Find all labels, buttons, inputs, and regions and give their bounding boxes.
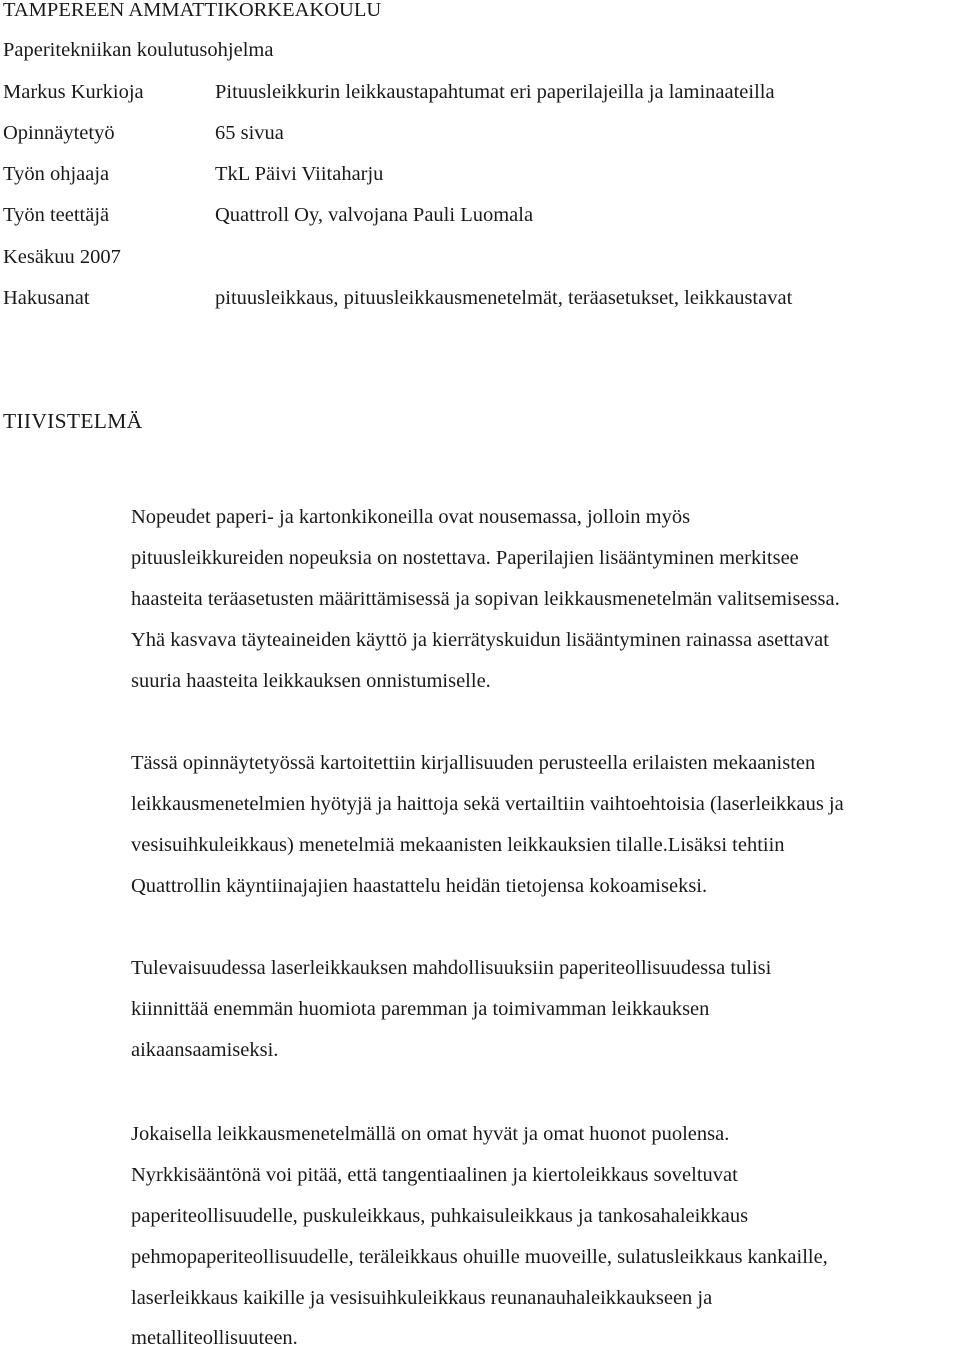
thesis-title: Pituusleikkurin leikkaustapahtumat eri paperilajeilla ja laminaateilla	[215, 81, 775, 103]
keywords-value: pituusleikkaus, pituusleikkausmenetelmät, teräasetukset, leikkaustavat	[215, 287, 793, 309]
page-count: 65 sivua	[215, 122, 284, 144]
paragraph-line: Yhä kasvava täyteaineiden käyttö ja kierrätyskuidun lisääntyminen rainassa asettavat	[131, 629, 829, 651]
paragraph-line: Tulevaisuudessa laserleikkauksen mahdollisuuksiin paperiteollisuudessa tulisi	[131, 957, 772, 979]
paragraph-line: aikaansaamiseksi.	[131, 1039, 279, 1061]
paragraph-line: vesisuihkuleikkaus) menetelmiä mekaanisten leikkauksien tilalle.Lisäksi tehtiin	[131, 834, 785, 856]
commissioner-name: Quattroll Oy, valvojana Pauli Luomala	[215, 204, 534, 226]
commissioner-label: Työn teettäjä	[3, 204, 110, 226]
paragraph-line: Nopeudet paperi- ja kartonkikoneilla ovat nousemassa, jolloin myös	[131, 506, 691, 528]
paragraph-line: Jokaisella leikkausmenetelmällä on omat hyvät ja omat huonot puolensa.	[131, 1123, 730, 1145]
paragraph-line: leikkausmenetelmien hyötyjä ja haittoja sekä vertailtiin vaihtoehtoisia (laserleikkaus ja	[131, 793, 844, 815]
paragraph-line: pituusleikkureiden nopeuksia on nostettava. Paperilajien lisääntyminen merkitsee	[131, 547, 799, 569]
paragraph-line: kiinnittää enemmän huomiota paremman ja toimivamman leikkauksen	[131, 998, 710, 1020]
paragraph-line: haasteita teräasetusten määrittämisessä ja sopivan leikkausmenetelmän valitsemisessa.	[131, 588, 840, 610]
date: Kesäkuu 2007	[3, 246, 121, 268]
thesis-type-label: Opinnäytetyö	[3, 122, 115, 144]
paragraph-line: pehmopaperiteollisuudelle, teräleikkaus ohuille muoveille, sulatusleikkaus kankaille,	[131, 1246, 828, 1268]
supervisor-label: Työn ohjaaja	[3, 163, 110, 185]
paragraph-line: Nyrkkisääntönä voi pitää, että tangentiaalinen ja kiertoleikkaus soveltuvat	[131, 1164, 738, 1186]
paragraph-line: metalliteollisuuteen.	[131, 1327, 298, 1349]
paragraph-line: suuria haasteita leikkauksen onnistumiselle.	[131, 670, 491, 692]
paragraph-line: paperiteollisuudelle, puskuleikkaus, puhkaisuleikkaus ja tankosahaleikkaus	[131, 1205, 749, 1227]
paragraph-line: Quattrollin käyntiinajajien haastattelu heidän tietojensa kokoamiseksi.	[131, 875, 708, 897]
institution-name: TAMPEREEN AMMATTIKORKEAKOULU	[3, 0, 382, 21]
supervisor-name: TkL Päivi Viitaharju	[215, 163, 384, 185]
degree-programme: Paperitekniikan koulutusohjelma	[3, 39, 274, 61]
paragraph-line: laserleikkaus kaikille ja vesisuihkuleikkaus reunanauhaleikkaukseen ja	[131, 1287, 713, 1309]
author-name: Markus Kurkioja	[3, 81, 144, 103]
keywords-label: Hakusanat	[3, 287, 90, 309]
abstract-heading: TIIVISTELMÄ	[3, 409, 143, 433]
paragraph-line: Tässä opinnäytetyössä kartoitettiin kirjallisuuden perusteella erilaisten mekaanisten	[131, 752, 816, 774]
